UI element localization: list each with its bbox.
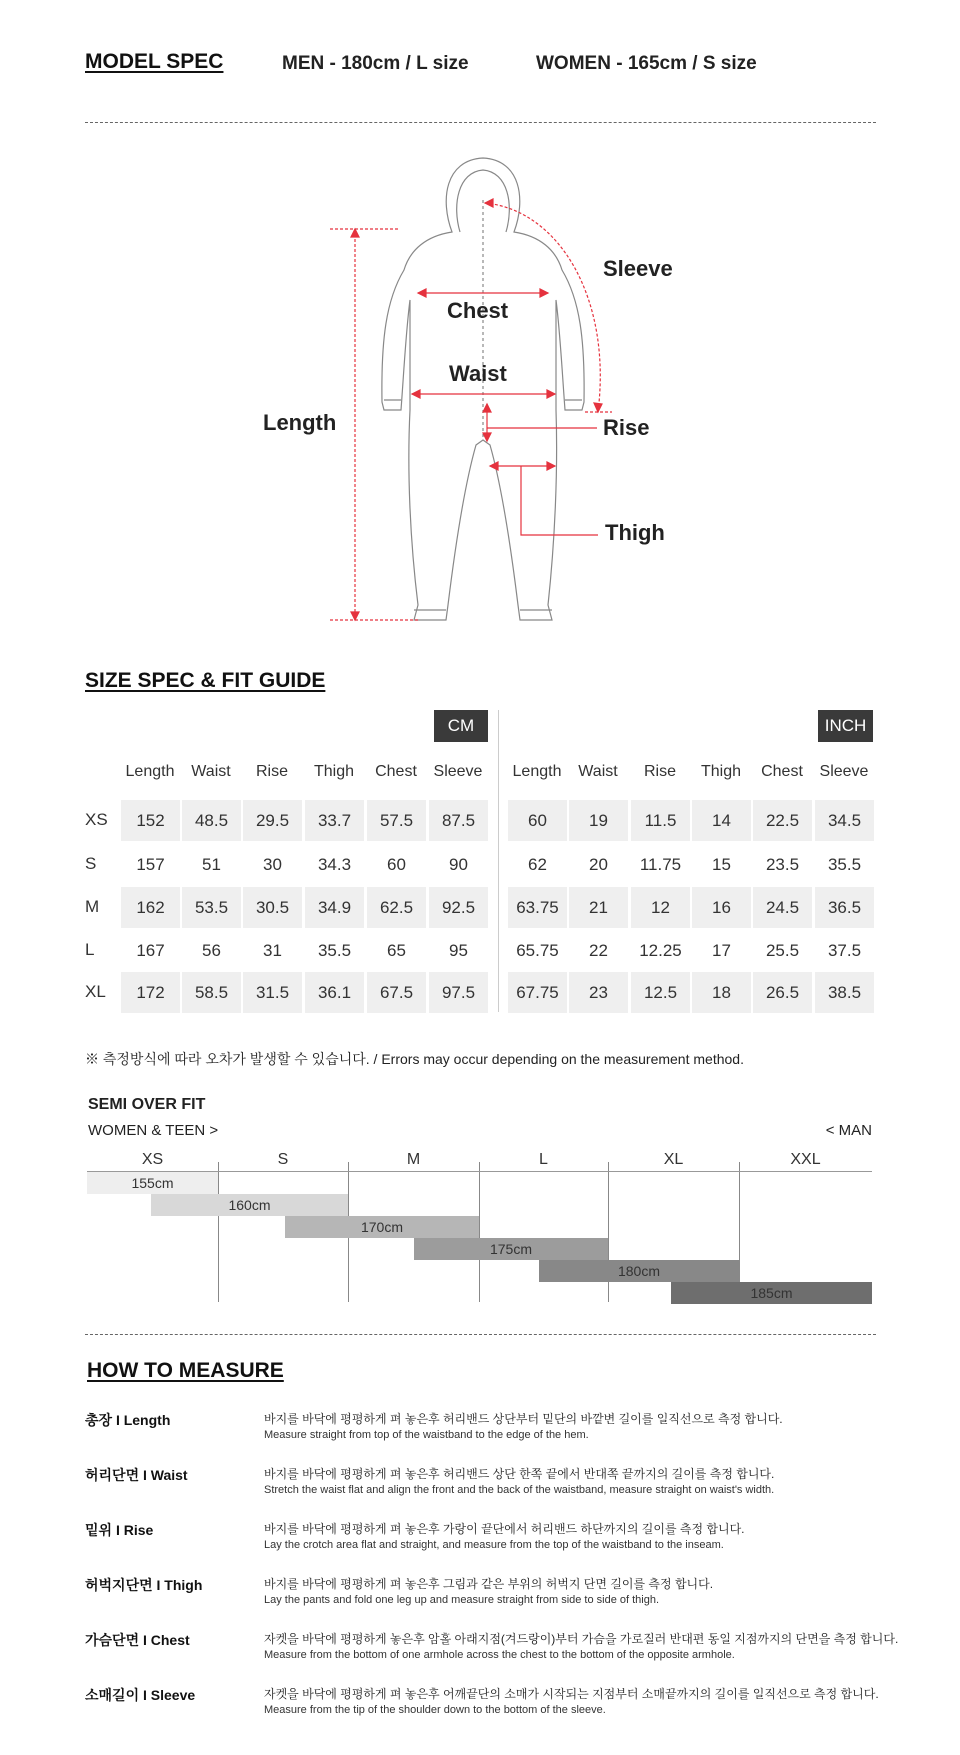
cm-column-header: Chest <box>375 763 417 780</box>
inch-cell: 21 <box>569 887 628 928</box>
inch-cell: 19 <box>569 800 628 841</box>
fit-height-bar: 180cm <box>539 1260 739 1282</box>
inch-cell: 16 <box>692 887 751 928</box>
divider <box>85 1334 876 1335</box>
cm-cell: 31.5 <box>243 972 302 1013</box>
measure-item-label: 가슴단면 I Chest <box>85 1632 190 1648</box>
cm-cell: 92.5 <box>429 887 488 928</box>
inch-cell: 36.5 <box>815 887 874 928</box>
inch-cell: 65.75 <box>516 940 559 960</box>
inch-cell: 23.5 <box>765 854 800 874</box>
length-label: Length <box>263 410 337 435</box>
fit-column-divider <box>218 1162 219 1302</box>
divider <box>85 122 876 123</box>
fit-man-label: < MAN <box>825 1122 872 1139</box>
cm-cell: 30 <box>263 854 282 874</box>
inch-cell: 34.5 <box>815 800 874 841</box>
cm-column-header: Sleeve <box>433 763 483 780</box>
inch-cell: 37.5 <box>827 940 862 960</box>
cm-cell: 34.3 <box>317 854 352 874</box>
cm-cell: 58.5 <box>182 972 241 1013</box>
measure-item-label: 소매길이 I Sleeve <box>85 1687 196 1703</box>
fit-size-column: XXL <box>790 1151 821 1168</box>
jumpsuit-diagram <box>0 140 960 640</box>
cm-cell: 172 <box>121 972 180 1013</box>
fit-height-bar: 170cm <box>285 1216 479 1238</box>
cm-cell: 56 <box>202 940 221 960</box>
waist-label: Waist <box>449 361 507 386</box>
rise-label: Rise <box>603 415 650 440</box>
inch-column-header: Rise <box>643 763 676 780</box>
inch-column-header: Length <box>512 763 562 780</box>
measure-item-korean: 자켓을 바닥에 평평하게 놓은후 암홀 아래지점(겨드랑이)부터 가슴을 가로질러 반대편 동일 지점까지의 단면을 측정 합니다. <box>264 1632 899 1646</box>
inch-cell: 20 <box>589 854 608 874</box>
measure-item-english: Lay the crotch area flat and straight, and measure from the top of the waistband to the inseam. <box>264 1539 724 1551</box>
cm-cell: 97.5 <box>429 972 488 1013</box>
cm-cell: 48.5 <box>182 800 241 841</box>
measure-item-label: 총장 I Length <box>85 1412 171 1428</box>
cm-cell: 53.5 <box>182 887 241 928</box>
cm-cell: 35.5 <box>317 940 352 960</box>
inch-cell: 18 <box>692 972 751 1013</box>
measure-item-korean: 자켓을 바닥에 평평하게 펴 놓은후 어깨끝단의 소매가 시작되는 지점부터 소매끝까지의 길이를 일직선으로 측정 합니다. <box>264 1687 879 1701</box>
size-label: S <box>85 854 97 873</box>
inch-column-header: Sleeve <box>819 763 869 780</box>
fit-height-bar: 155cm <box>87 1172 218 1194</box>
fit-size-column: M <box>406 1151 421 1168</box>
measure-item-english: Measure from the bottom of one armhole across the chest to the bottom of the opposite armhole. <box>264 1649 735 1661</box>
measure-item-english: Measure straight from top of the waistband to the edge of the hem. <box>264 1429 589 1441</box>
inch-cell: 17 <box>712 940 731 960</box>
unit-divider <box>498 710 499 1012</box>
inch-cell: 12 <box>631 887 690 928</box>
fit-women-label: WOMEN & TEEN > <box>88 1122 219 1139</box>
cm-column-header: Rise <box>255 763 288 780</box>
inch-cell: 23 <box>569 972 628 1013</box>
inch-cell: 67.75 <box>508 972 567 1013</box>
cm-cell: 57.5 <box>367 800 426 841</box>
size-label: M <box>85 897 100 916</box>
inch-cell: 26.5 <box>753 972 812 1013</box>
model-spec-title: MODEL SPEC <box>85 50 224 73</box>
cm-column-header: Thigh <box>313 763 355 780</box>
cm-cell: 87.5 <box>429 800 488 841</box>
size-spec-title: SIZE SPEC & FIT GUIDE <box>85 669 326 692</box>
inch-column-header: Waist <box>578 763 618 780</box>
fit-height-bar: 185cm <box>671 1282 872 1304</box>
inch-cell: 35.5 <box>827 854 862 874</box>
fit-size-column: XS <box>141 1151 164 1168</box>
how-to-measure-title: HOW TO MEASURE <box>87 1359 284 1382</box>
inch-cell: 38.5 <box>815 972 874 1013</box>
size-label: XL <box>85 982 106 1001</box>
cm-cell: 51 <box>202 854 221 874</box>
inch-cell: 12.25 <box>639 940 682 960</box>
inch-cell: 14 <box>692 800 751 841</box>
cm-cell: 65 <box>387 940 406 960</box>
model-spec-women: WOMEN - 165cm / S size <box>536 53 757 74</box>
cm-unit-badge: CM <box>434 710 488 742</box>
cm-cell: 33.7 <box>305 800 364 841</box>
measure-item-label: 허벅지단면 I Thigh <box>85 1577 203 1593</box>
cm-cell: 167 <box>136 940 165 960</box>
measure-item-label: 밑위 I Rise <box>85 1522 154 1538</box>
inch-column-header: Thigh <box>700 763 742 780</box>
fit-column-divider <box>479 1162 480 1302</box>
cm-cell: 36.1 <box>305 972 364 1013</box>
size-label: XS <box>85 810 108 829</box>
cm-cell: 29.5 <box>243 800 302 841</box>
cm-cell: 67.5 <box>367 972 426 1013</box>
cm-cell: 62.5 <box>367 887 426 928</box>
fit-height-bar: 175cm <box>414 1238 608 1260</box>
chest-label: Chest <box>447 298 509 323</box>
cm-column-header: Waist <box>191 763 231 780</box>
cm-cell: 34.9 <box>305 887 364 928</box>
fit-title: SEMI OVER FIT <box>88 1096 206 1113</box>
measurement-note: ※ 측정방식에 따라 오차가 발생할 수 있습니다. / Errors may occur depending on the measurement method. <box>85 1051 744 1067</box>
inch-cell: 22.5 <box>753 800 812 841</box>
thigh-label: Thigh <box>605 520 665 545</box>
cm-column-header: Length <box>125 763 175 780</box>
inch-cell: 24.5 <box>753 887 812 928</box>
fit-size-column: L <box>539 1151 548 1168</box>
inch-cell: 15 <box>712 854 731 874</box>
inch-unit-badge: INCH <box>818 710 873 742</box>
sleeve-label: Sleeve <box>603 256 673 281</box>
inch-cell: 12.5 <box>631 972 690 1013</box>
measure-item-label: 허리단면 I Waist <box>85 1467 188 1483</box>
inch-cell: 62 <box>528 854 547 874</box>
fit-header-line <box>87 1171 872 1172</box>
cm-cell: 90 <box>449 854 468 874</box>
model-spec-men: MEN - 180cm / L size <box>282 53 469 74</box>
inch-cell: 22 <box>589 940 608 960</box>
cm-cell: 31 <box>263 940 282 960</box>
cm-cell: 60 <box>387 854 406 874</box>
measure-item-korean: 바지를 바닥에 평평하게 펴 놓은후 그림과 같은 부위의 허벅지 단면 길이를 측정 합니다. <box>264 1577 714 1591</box>
fit-size-column: XL <box>663 1151 684 1168</box>
measure-item-korean: 바지를 바닥에 평평하게 펴 놓은후 가랑이 끝단에서 허리밴드 하단까지의 길이를 측정 합니다. <box>264 1522 745 1536</box>
fit-size-column: S <box>277 1151 289 1168</box>
cm-cell: 95 <box>449 940 468 960</box>
measure-item-english: Stretch the waist flat and align the front and the back of the waistband, measure straight on waist's width. <box>264 1484 775 1496</box>
inch-cell: 63.75 <box>508 887 567 928</box>
measure-item-english: Measure from the tip of the shoulder down to the bottom of the sleeve. <box>264 1704 606 1716</box>
cm-cell: 30.5 <box>243 887 302 928</box>
measure-item-korean: 바지를 바닥에 평평하게 펴 놓은후 허리밴드 상단 한쪽 끝에서 반대쪽 끝까지의 길이를 측정 합니다. <box>264 1467 775 1481</box>
fit-height-bar: 160cm <box>151 1194 348 1216</box>
inch-cell: 25.5 <box>765 940 800 960</box>
inch-cell: 11.75 <box>639 854 682 874</box>
measure-item-english: Lay the pants and fold one leg up and measure straight from side to side of thigh. <box>264 1594 660 1606</box>
cm-cell: 162 <box>121 887 180 928</box>
inch-cell: 60 <box>508 800 567 841</box>
inch-cell: 11.5 <box>631 800 690 841</box>
cm-cell: 152 <box>121 800 180 841</box>
inch-column-header: Chest <box>761 763 803 780</box>
measure-item-korean: 바지를 바닥에 평평하게 펴 놓은후 허리밴드 상단부터 밑단의 바깥변 길이를 일직선으로 측정 합니다. <box>264 1412 783 1426</box>
size-label: L <box>85 940 95 959</box>
fit-column-divider <box>739 1162 740 1302</box>
cm-cell: 157 <box>136 854 165 874</box>
